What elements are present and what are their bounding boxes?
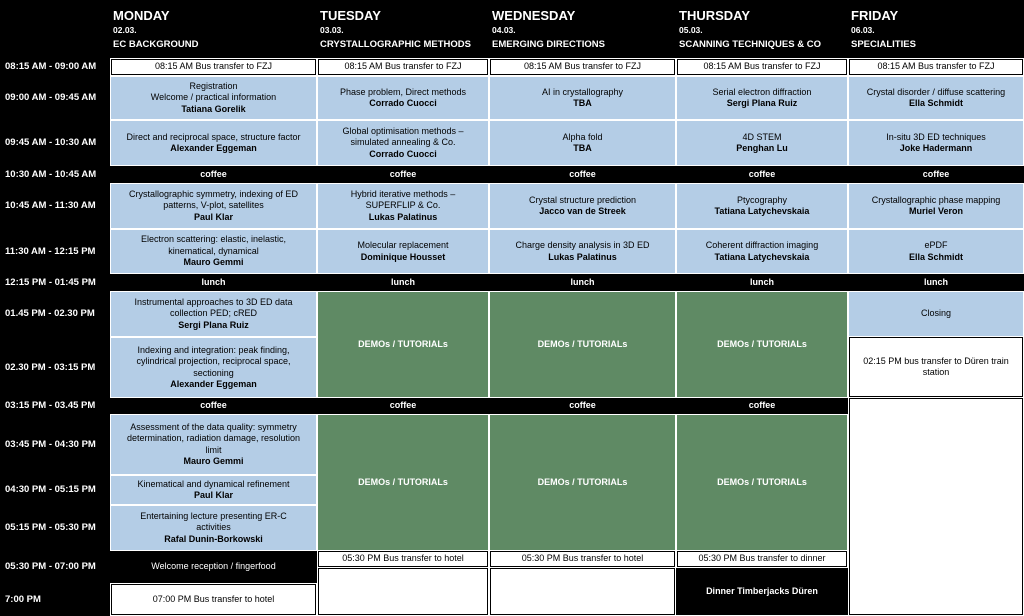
empty-cell	[318, 568, 488, 615]
day-theme: CRYSTALLOGRAPHIC METHODS	[320, 39, 471, 50]
session-speaker: Tatiana Gorelik	[181, 103, 246, 114]
session-thursday-2	[677, 121, 847, 165]
session-title: ePDF	[924, 240, 948, 250]
session-title: activities	[196, 522, 231, 533]
coffee-break: coffee	[489, 166, 676, 183]
demos-block: DEMOs / TUTORIALs	[490, 292, 675, 397]
session-title: determination, radiation damage, resolution	[126, 433, 301, 443]
session-speaker: Sergi Plana Ruiz	[726, 98, 798, 108]
day-name: FRIDAY	[851, 8, 899, 23]
session-title: Coherent diffraction imaging	[705, 240, 819, 250]
session-monday-4	[111, 230, 316, 273]
time-slot: 09:00 AM - 09:45 AM	[0, 76, 110, 120]
session-title: Molecular replacement	[357, 240, 449, 250]
session-speaker: TBA	[573, 143, 592, 153]
coffee-break: coffee	[848, 166, 1024, 183]
coffee-break: coffee	[110, 398, 317, 414]
lunch-break: lunch	[110, 274, 317, 291]
bus-hotel-wednesday: 05:30 PM Bus transfer to hotel	[490, 551, 675, 567]
session-title: Entertaining lecture presenting ER-C	[140, 510, 287, 521]
session-speaker: Rafal Dunin-Borkowski	[164, 533, 263, 544]
lunch-break: lunch	[489, 274, 676, 291]
session-monday-6	[111, 338, 316, 397]
header-wednesday	[489, 0, 676, 58]
bus-hotel-monday: 07:00 PM Bus transfer to hotel	[111, 584, 316, 615]
session-title: Indexing and integration: peak finding,	[137, 344, 290, 355]
time-slot: 09:45 AM - 10:30 AM	[0, 120, 110, 166]
session-monday-7	[111, 415, 316, 474]
bus-dinner-thursday: 05:30 PM Bus transfer to dinner	[677, 551, 847, 567]
session-speaker: Lukas Palatinus	[368, 211, 438, 222]
time-slot: 11:30 AM - 12:15 PM	[0, 229, 110, 274]
closing-session: Closing	[849, 292, 1023, 336]
time-slot: 05:30 PM - 07:00 PM	[0, 551, 110, 583]
session-speaker: Dominique Housset	[360, 251, 446, 262]
session-monday-1	[111, 77, 316, 119]
time-slot: 02.30 PM - 03:15 PM	[0, 337, 110, 398]
day-date: 04.03.	[492, 25, 516, 35]
day-theme: EC BACKGROUND	[113, 39, 199, 50]
day-name: THURSDAY	[679, 8, 751, 23]
bus-fzj-tuesday: 08:15 AM Bus transfer to FZJ	[318, 59, 488, 75]
session-title: Direct and reciprocal space, structure factor	[126, 131, 301, 142]
day-name: WEDNESDAY	[492, 8, 576, 23]
bus-station-friday: 02:15 PM bus transfer to Düren train station	[849, 337, 1023, 397]
lunch-break: lunch	[676, 274, 848, 291]
day-name: MONDAY	[113, 8, 170, 23]
session-friday-3	[849, 184, 1023, 228]
session-title: collection PED; cRED	[169, 308, 258, 319]
session-tuesday-2	[318, 121, 488, 165]
session-title: SUPERFLIP & Co.	[365, 200, 441, 211]
session-thursday-4	[677, 230, 847, 273]
time-slot: 10:30 AM - 10:45 AM	[0, 166, 110, 183]
header-monday	[110, 0, 317, 58]
session-speaker: Jacco van de Streek	[539, 206, 626, 216]
session-speaker: Alexander Eggeman	[170, 143, 257, 153]
session-title: 4D STEM	[742, 131, 782, 142]
coffee-break: coffee	[110, 166, 317, 183]
demos-block: DEMOs / TUTORIALs	[677, 292, 847, 397]
session-title: Global optimisation methods –	[342, 125, 464, 136]
demos-block: DEMOs / TUTORIALs	[318, 415, 488, 550]
dinner-event: Dinner Timberjacks Düren	[676, 568, 848, 615]
time-slot: 7:00 PM	[0, 583, 110, 616]
session-friday-2	[849, 121, 1023, 165]
coffee-break: coffee	[676, 398, 848, 414]
session-speaker: Mauro Gemmi	[183, 456, 244, 466]
lunch-break: lunch	[317, 274, 489, 291]
time-slot: 01.45 PM - 02.30 PM	[0, 291, 110, 337]
session-title: cylindrical projection, reciprocal space,	[136, 356, 291, 366]
session-speaker: Lukas Palatinus	[548, 251, 617, 262]
session-wednesday-1	[490, 77, 675, 119]
session-title: In-situ 3D ED techniques	[886, 131, 986, 142]
session-tuesday-4	[318, 230, 488, 273]
session-speaker: Penghan Lu	[736, 143, 788, 153]
time-slot: 03:15 PM - 03.45 PM	[0, 398, 110, 414]
coffee-break: coffee	[676, 166, 848, 183]
time-slot: 04:30 PM - 05:15 PM	[0, 475, 110, 505]
bus-fzj-thursday: 08:15 AM Bus transfer to FZJ	[677, 59, 847, 75]
session-title: Phase problem, Direct methods	[339, 86, 467, 97]
session-title: Instrumental approaches to 3D ED data	[134, 296, 293, 307]
session-title: Charge density analysis in 3D ED	[515, 240, 650, 250]
session-speaker: Alexander Eggeman	[170, 379, 257, 389]
session-title: Welcome / practical information	[150, 92, 277, 103]
session-title: Crystallographic phase mapping	[871, 194, 1001, 205]
session-speaker: Ella Schmidt	[908, 251, 963, 262]
empty-cell	[849, 398, 1023, 615]
session-title: patterns, V-plot, satellites	[163, 200, 264, 211]
bus-fzj-wednesday: 08:15 AM Bus transfer to FZJ	[490, 59, 675, 75]
session-title: Alpha fold	[562, 131, 603, 142]
day-theme: SCANNING TECHNIQUES & CO	[679, 39, 821, 50]
header-corner	[0, 0, 110, 58]
demos-block: DEMOs / TUTORIALs	[490, 415, 675, 550]
session-speaker: Tatiana Latychevskaia	[714, 251, 810, 262]
coffee-break: coffee	[489, 398, 676, 414]
session-title: Ptycography	[736, 194, 788, 205]
session-title: Serial electron diffraction	[712, 86, 812, 97]
session-speaker: Ella Schmidt	[908, 98, 963, 108]
session-tuesday-1	[318, 77, 488, 119]
bus-hotel-tuesday: 05:30 PM Bus transfer to hotel	[318, 551, 488, 567]
session-speaker: Corrado Cuocci	[369, 98, 437, 108]
session-speaker: Paul Klar	[193, 211, 233, 222]
session-title: sectioning	[193, 367, 234, 378]
time-slot: 03:45 PM - 04:30 PM	[0, 414, 110, 475]
day-date: 06.03.	[851, 25, 875, 35]
session-friday-1	[849, 77, 1023, 119]
bus-fzj-friday: 08:15 AM Bus transfer to FZJ	[849, 59, 1023, 75]
session-speaker: TBA	[573, 98, 592, 108]
session-friday-4	[849, 230, 1023, 273]
header-friday	[848, 0, 1024, 58]
time-slot: 05:15 PM - 05:30 PM	[0, 505, 110, 551]
day-date: 03.03.	[320, 25, 344, 35]
lunch-break: lunch	[848, 274, 1024, 291]
session-title: Kinematical and dynamical refinement	[137, 478, 290, 489]
session-speaker: Corrado Cuocci	[369, 148, 437, 159]
session-title: Crystal disorder / diffuse scattering	[866, 86, 1006, 97]
day-theme: SPECIALITIES	[851, 39, 916, 50]
session-thursday-1	[677, 77, 847, 119]
coffee-break: coffee	[317, 398, 489, 414]
session-monday-3	[111, 184, 316, 228]
bus-fzj-monday: 08:15 AM Bus transfer to FZJ	[111, 59, 316, 75]
welcome-reception	[110, 551, 317, 583]
session-title: Hybrid iterative methods –	[350, 188, 456, 199]
time-slot: 08:15 AM - 09:00 AM	[0, 58, 110, 76]
session-monday-8	[111, 476, 316, 504]
session-title: Electron scattering: elastic, inelastic,	[140, 234, 287, 245]
session-title: Crystallographic symmetry, indexing of ED	[129, 188, 298, 199]
day-date: 05.03.	[679, 25, 703, 35]
session-speaker: Paul Klar	[193, 490, 233, 500]
session-speaker: Sergi Plana Ruiz	[178, 319, 249, 330]
session-title: limit	[205, 444, 222, 455]
session-monday-5	[111, 292, 316, 336]
session-wednesday-4	[490, 230, 675, 273]
session-tuesday-3	[318, 184, 488, 228]
demos-block: DEMOs / TUTORIALs	[318, 292, 488, 397]
day-date: 02.03.	[113, 25, 137, 35]
session-speaker: Tatiana Latychevskaia	[714, 206, 810, 216]
header-tuesday	[317, 0, 489, 58]
session-monday-9	[111, 506, 316, 550]
header-thursday	[676, 0, 848, 58]
session-title: Crystal structure prediction	[528, 194, 637, 205]
session-title: kinematical, dynamical	[168, 245, 259, 256]
session-monday-2	[111, 121, 316, 165]
time-slot: 12:15 PM - 01:45 PM	[0, 274, 110, 291]
session-wednesday-2	[490, 121, 675, 165]
time-slot: 10:45 AM - 11:30 AM	[0, 183, 110, 229]
session-wednesday-3	[490, 184, 675, 228]
session-title: simulated annealing & Co.	[350, 137, 456, 148]
session-title: Registration	[189, 80, 238, 91]
session-title: AI in crystallography	[541, 86, 624, 97]
session-thursday-3	[677, 184, 847, 228]
reception-label: Welcome reception / fingerfood	[151, 561, 276, 572]
session-speaker: Joke Hadermann	[899, 143, 973, 153]
session-speaker: Mauro Gemmi	[183, 257, 244, 268]
session-speaker: Muriel Veron	[908, 206, 963, 216]
day-theme: EMERGING DIRECTIONS	[492, 39, 605, 50]
day-name: TUESDAY	[320, 8, 381, 23]
demos-block: DEMOs / TUTORIALs	[677, 415, 847, 550]
session-title: Assessment of the data quality: symmetry	[130, 421, 297, 432]
coffee-break: coffee	[317, 166, 489, 183]
empty-cell	[490, 568, 675, 615]
